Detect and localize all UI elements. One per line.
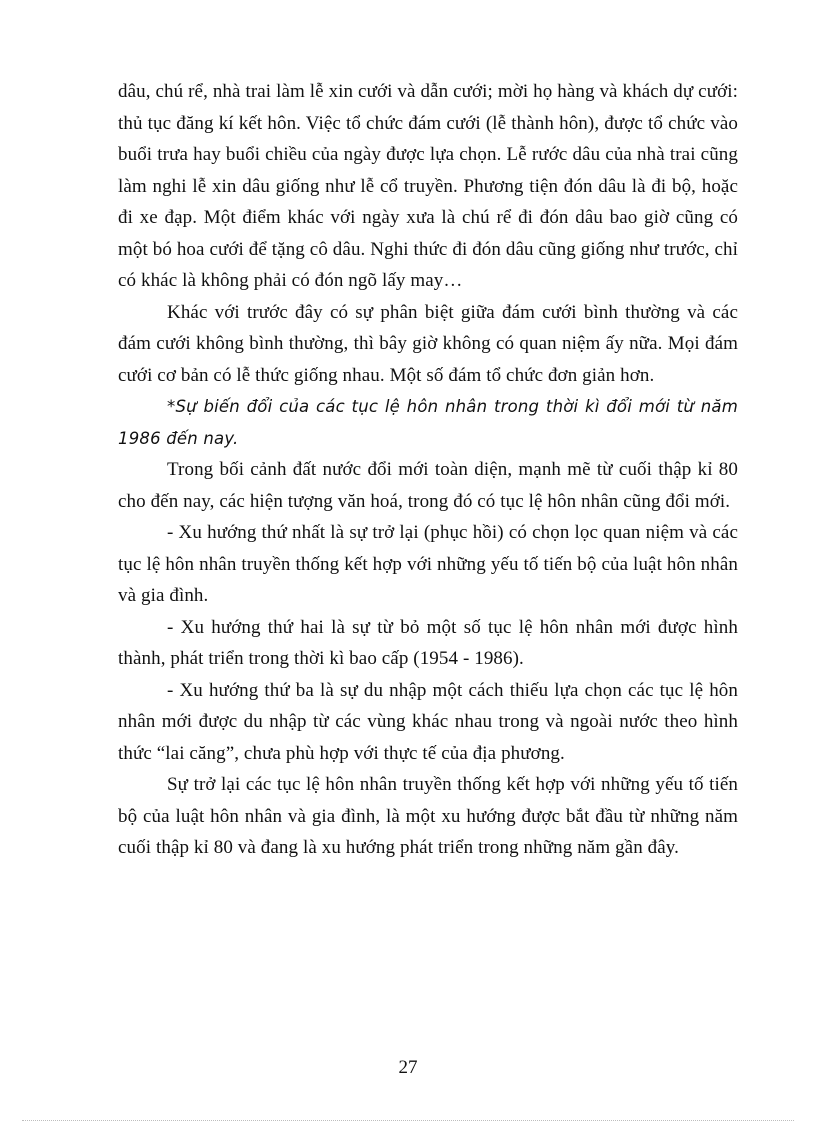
paragraph-trend-three: - Xu hướng thứ ba là sự du nhập một cách thiếu lựa chọn các tục lệ hôn nhân mới được du nhập từ các vùng khác nhau trong và ngoài nước theo hình thức “lai căng”, chưa phù hợp với thực tế của địa phương. — [118, 679, 738, 764]
paragraph-trend-one: - Xu hướng thứ nhất là sự trở lại (phục hồi) có chọn lọc quan niệm và các tục lệ hôn nhân truyền thống kết hợp với những yếu tố tiến bộ của luật hôn nhân và gia đình. — [118, 522, 738, 606]
paragraph-trend-two: - Xu hướng thứ hai là sự từ bỏ một số tục lệ hôn nhân mới được hình thành, phát triển trong thời kì bao cấp (1954 - 1986). — [118, 616, 738, 669]
section-heading-changes-since-1986: *Sự biến đổi của các tục lệ hôn nhân trong thời kì đổi mới từ năm 1986 đến nay. — [118, 397, 738, 448]
footer-divider — [22, 1120, 794, 1121]
paragraph-return-of-traditions: Sự trở lại các tục lệ hôn nhân truyền thống kết hợp với những yếu tố tiến bộ của luật hôn nhân và gia đình, là một xu hướng được bắt đầu từ những năm cuối thập kỉ 80 và đang là xu hướng phát triển trong những năm gần đây. — [118, 774, 738, 858]
paragraph-wedding-procession: dâu, chú rể, nhà trai làm lễ xin cưới và dẫn cưới; mời họ hàng và khách dự cưới: thủ tục đăng kí kết hôn. Việc tổ chức đám cưới (lễ thành hôn), được tổ chức vào buổi trưa hay buổi chiều của ngày được lựa chọn. Lễ rước dâu của nhà trai cũng làm nghi lễ xin dâu giống như lễ cổ truyền. Phương tiện đón dâu là đi bộ, hoặc đi xe đạp. Một điểm khác với ngày xưa là chú rể đi đón dâu bao giờ cũng có một bó hoa cưới để tặng cô dâu. Nghi thức đi đón dâu cũng giống như trước, chỉ có khác là không phải có đón ngõ lấy may… — [118, 81, 738, 291]
paragraph-renovation-context: Trong bối cảnh đất nước đổi mới toàn diện, mạnh mẽ từ cuối thập kỉ 80 cho đến nay, các hiện tượng văn hoá, trong đó có tục lệ hôn nhân cũng đổi mới. — [118, 459, 738, 512]
page-number: 27 — [398, 1057, 418, 1078]
paragraph-no-distinction: Khác với trước đây có sự phân biệt giữa đám cưới bình thường và các đám cưới không bình thường, thì bây giờ không có quan niệm ấy nữa. Mọi đám cưới cơ bản có lễ thức giống nhau. Một số đám tổ chức đơn giản hơn. — [118, 301, 738, 386]
document-body — [118, 76, 738, 864]
